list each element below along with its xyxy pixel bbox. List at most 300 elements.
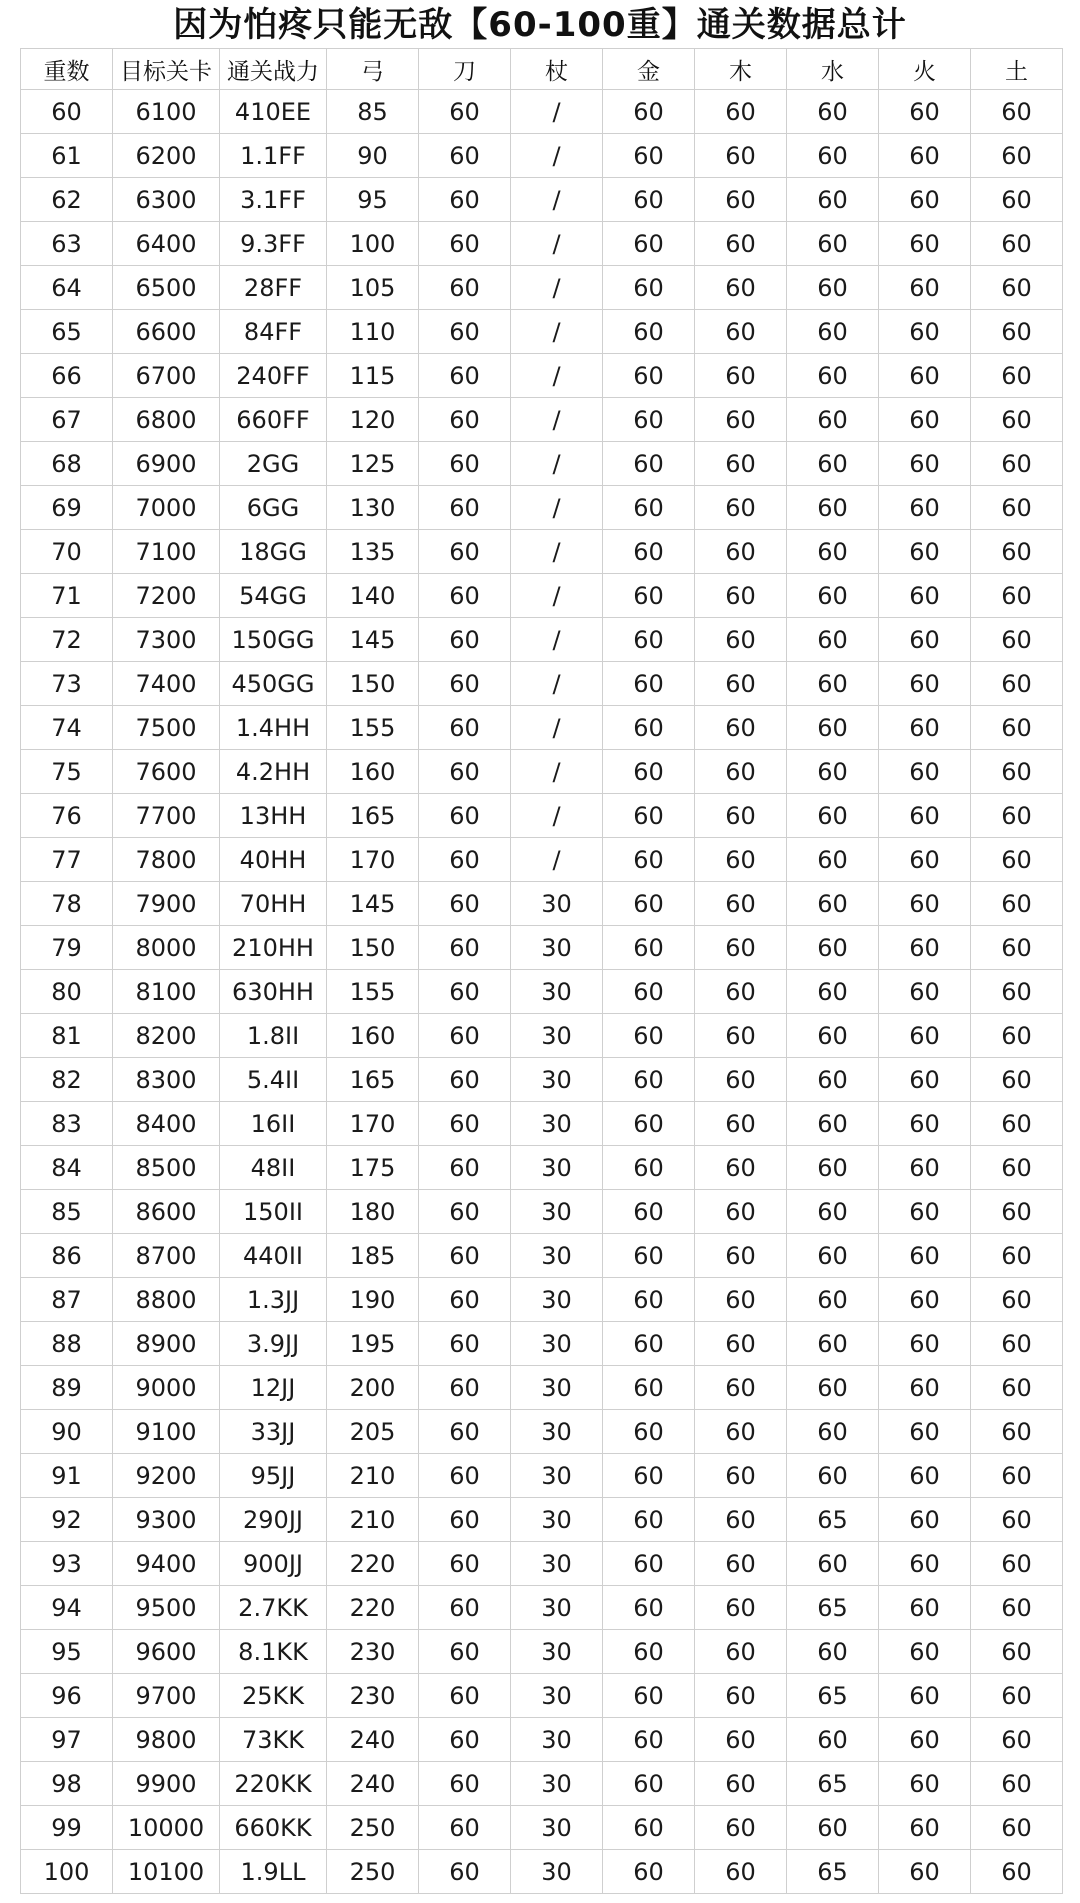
table-cell: 60 <box>879 706 971 750</box>
table-row <box>21 1674 1063 1718</box>
table-cell: 60 <box>695 1850 787 1894</box>
table-cell: 60 <box>603 1586 695 1630</box>
table-cell: 78 <box>21 882 113 926</box>
header-target-stage: 目标关卡 <box>113 49 220 90</box>
table-cell: 60 <box>695 178 787 222</box>
table-cell: 240FF <box>220 354 327 398</box>
table-cell: 60 <box>603 882 695 926</box>
table-cell: 60 <box>419 266 511 310</box>
table-cell: 60 <box>787 838 879 882</box>
header-clear-power: 通关战力 <box>220 49 327 90</box>
table-cell: 7100 <box>113 530 220 574</box>
table-cell: 79 <box>21 926 113 970</box>
table-cell: 30 <box>511 1762 603 1806</box>
table-cell: 60 <box>787 1806 879 1850</box>
table-cell: / <box>511 134 603 178</box>
table-cell: / <box>511 838 603 882</box>
table-cell: 60 <box>419 1014 511 1058</box>
table-cell: 60 <box>787 1454 879 1498</box>
table-cell: 60 <box>603 266 695 310</box>
table-cell: 140 <box>327 574 419 618</box>
table-cell: 9100 <box>113 1410 220 1454</box>
table-cell: 60 <box>971 398 1063 442</box>
table-cell: 220 <box>327 1586 419 1630</box>
table-cell: 60 <box>695 706 787 750</box>
table-cell: 900JJ <box>220 1542 327 1586</box>
table-cell: 170 <box>327 838 419 882</box>
table-cell: 30 <box>511 1322 603 1366</box>
table-cell: 60 <box>603 1146 695 1190</box>
table-cell: 30 <box>511 1718 603 1762</box>
table-cell: 150 <box>327 662 419 706</box>
table-cell: 68 <box>21 442 113 486</box>
table-cell: 60 <box>603 750 695 794</box>
table-cell: 6400 <box>113 222 220 266</box>
table-cell: 96 <box>21 1674 113 1718</box>
table-cell: 60 <box>603 1498 695 1542</box>
table-cell: 60 <box>879 970 971 1014</box>
table-row <box>21 1762 1063 1806</box>
table-cell: 3.9JJ <box>220 1322 327 1366</box>
table-row <box>21 1366 1063 1410</box>
table-cell: 60 <box>971 222 1063 266</box>
table-cell: 60 <box>603 926 695 970</box>
table-cell: 8400 <box>113 1102 220 1146</box>
table-cell: 60 <box>971 1630 1063 1674</box>
table-cell: 60 <box>787 1014 879 1058</box>
table-cell: 60 <box>695 398 787 442</box>
table-cell: 1.4HH <box>220 706 327 750</box>
table-cell: 83 <box>21 1102 113 1146</box>
table-cell: 28FF <box>220 266 327 310</box>
table-cell: 60 <box>603 1410 695 1454</box>
table-row <box>21 354 1063 398</box>
table-cell: / <box>511 90 603 134</box>
table-cell: 60 <box>419 970 511 1014</box>
table-cell: 99 <box>21 1806 113 1850</box>
table-cell: 210HH <box>220 926 327 970</box>
table-cell: 60 <box>971 882 1063 926</box>
table-cell: 155 <box>327 706 419 750</box>
table-cell: / <box>511 354 603 398</box>
table-cell: 60 <box>603 1674 695 1718</box>
table-cell: 60 <box>419 486 511 530</box>
table-cell: / <box>511 574 603 618</box>
header-fire: 火 <box>879 49 971 90</box>
table-cell: 90 <box>327 134 419 178</box>
table-cell: 30 <box>511 1190 603 1234</box>
table-cell: 65 <box>21 310 113 354</box>
table-cell: 60 <box>419 310 511 354</box>
table-cell: 60 <box>419 1630 511 1674</box>
table-cell: 60 <box>971 178 1063 222</box>
table-cell: 1.9LL <box>220 1850 327 1894</box>
table-cell: 5.4II <box>220 1058 327 1102</box>
table-cell: 60 <box>419 1322 511 1366</box>
table-cell: 240 <box>327 1718 419 1762</box>
table-cell: 60 <box>971 1322 1063 1366</box>
table-cell: 33JJ <box>220 1410 327 1454</box>
table-cell: 65 <box>787 1586 879 1630</box>
table-cell: 60 <box>419 442 511 486</box>
table-cell: 60 <box>603 178 695 222</box>
table-cell: 60 <box>971 1058 1063 1102</box>
table-cell: 200 <box>327 1366 419 1410</box>
table-cell: 30 <box>511 1806 603 1850</box>
table-cell: 84 <box>21 1146 113 1190</box>
table-cell: 60 <box>695 574 787 618</box>
table-cell: 84FF <box>220 310 327 354</box>
table-cell: / <box>511 310 603 354</box>
table-cell: 30 <box>511 1278 603 1322</box>
table-cell: 8100 <box>113 970 220 1014</box>
table-cell: 60 <box>971 794 1063 838</box>
table-cell: 60 <box>695 926 787 970</box>
table-cell: 30 <box>511 1410 603 1454</box>
table-row <box>21 1146 1063 1190</box>
table-cell: 8200 <box>113 1014 220 1058</box>
table-cell: 7300 <box>113 618 220 662</box>
table-cell: 60 <box>695 1674 787 1718</box>
table-cell: 115 <box>327 354 419 398</box>
table-cell: 60 <box>603 222 695 266</box>
table-cell: 220 <box>327 1542 419 1586</box>
table-cell: 87 <box>21 1278 113 1322</box>
table-row <box>21 706 1063 750</box>
table-cell: 60 <box>971 1014 1063 1058</box>
table-cell: 18GG <box>220 530 327 574</box>
table-cell: 60 <box>695 618 787 662</box>
table-cell: 60 <box>971 134 1063 178</box>
table-cell: 30 <box>511 1850 603 1894</box>
table-cell: 94 <box>21 1586 113 1630</box>
table-cell: 9400 <box>113 1542 220 1586</box>
table-cell: 6700 <box>113 354 220 398</box>
table-cell: 60 <box>695 1762 787 1806</box>
table-cell: 60 <box>879 1410 971 1454</box>
header-staff: 杖 <box>511 49 603 90</box>
table-cell: 63 <box>21 222 113 266</box>
table-cell: 82 <box>21 1058 113 1102</box>
table-cell: 7200 <box>113 574 220 618</box>
table-cell: / <box>511 794 603 838</box>
table-cell: 8900 <box>113 1322 220 1366</box>
table-cell: 60 <box>695 266 787 310</box>
table-cell: 60 <box>603 1762 695 1806</box>
table-cell: 60 <box>695 354 787 398</box>
table-cell: 60 <box>695 1718 787 1762</box>
table-cell: 60 <box>879 354 971 398</box>
table-cell: 60 <box>879 222 971 266</box>
table-cell: 60 <box>21 90 113 134</box>
table-cell: 60 <box>603 1718 695 1762</box>
table-cell: 9.3FF <box>220 222 327 266</box>
table-cell: 60 <box>695 1234 787 1278</box>
table-row <box>21 1190 1063 1234</box>
table-cell: 450GG <box>220 662 327 706</box>
table-cell: 60 <box>787 1058 879 1102</box>
header-metal: 金 <box>603 49 695 90</box>
table-cell: 8.1KK <box>220 1630 327 1674</box>
table-row <box>21 1806 1063 1850</box>
table-cell: 60 <box>695 662 787 706</box>
table-cell: 60 <box>971 1454 1063 1498</box>
table-cell: 1.3JJ <box>220 1278 327 1322</box>
table-cell: 60 <box>879 1850 971 1894</box>
table-cell: 130 <box>327 486 419 530</box>
table-cell: 60 <box>971 1850 1063 1894</box>
table-cell: 60 <box>787 1190 879 1234</box>
table-cell: 60 <box>971 838 1063 882</box>
table-cell: 60 <box>787 750 879 794</box>
table-cell: 60 <box>971 618 1063 662</box>
table-cell: 60 <box>787 398 879 442</box>
table-cell: 60 <box>419 1542 511 1586</box>
table-cell: 230 <box>327 1674 419 1718</box>
table-cell: 7800 <box>113 838 220 882</box>
table-cell: 77 <box>21 838 113 882</box>
table-cell: 60 <box>879 266 971 310</box>
table-cell: 60 <box>603 1190 695 1234</box>
table-cell: 6900 <box>113 442 220 486</box>
table-cell: 230 <box>327 1630 419 1674</box>
table-cell: 60 <box>695 530 787 574</box>
table-cell: / <box>511 266 603 310</box>
table-cell: 60 <box>879 750 971 794</box>
table-cell: 60 <box>879 1674 971 1718</box>
table-cell: / <box>511 618 603 662</box>
table-header <box>21 49 1063 90</box>
table-cell: 60 <box>603 706 695 750</box>
table-cell: 60 <box>787 926 879 970</box>
table-cell: 60 <box>787 90 879 134</box>
table-cell: 60 <box>419 838 511 882</box>
table-cell: 60 <box>695 1278 787 1322</box>
table-row <box>21 1322 1063 1366</box>
table-cell: 60 <box>603 1322 695 1366</box>
table-cell: / <box>511 662 603 706</box>
table-cell: 9700 <box>113 1674 220 1718</box>
table-cell: 60 <box>419 574 511 618</box>
table-cell: 97 <box>21 1718 113 1762</box>
table-cell: 60 <box>603 442 695 486</box>
table-cell: 30 <box>511 1674 603 1718</box>
table-row <box>21 574 1063 618</box>
table-cell: 105 <box>327 266 419 310</box>
table-cell: 205 <box>327 1410 419 1454</box>
table-cell: 60 <box>787 1278 879 1322</box>
table-cell: 60 <box>419 90 511 134</box>
table-cell: 60 <box>971 750 1063 794</box>
table-cell: 60 <box>971 662 1063 706</box>
table-cell: 60 <box>695 1542 787 1586</box>
table-row <box>21 442 1063 486</box>
table-cell: 80 <box>21 970 113 1014</box>
table-cell: 60 <box>787 134 879 178</box>
table-cell: 9500 <box>113 1586 220 1630</box>
table-cell: 92 <box>21 1498 113 1542</box>
table-cell: 60 <box>787 1102 879 1146</box>
header-earth: 土 <box>971 49 1063 90</box>
table-row <box>21 838 1063 882</box>
table-cell: 60 <box>419 1586 511 1630</box>
table-cell: 9600 <box>113 1630 220 1674</box>
table-cell: 74 <box>21 706 113 750</box>
table-cell: 40HH <box>220 838 327 882</box>
table-cell: 60 <box>603 134 695 178</box>
table-cell: 9800 <box>113 1718 220 1762</box>
table-cell: 60 <box>879 1718 971 1762</box>
table-row <box>21 1102 1063 1146</box>
table-cell: 60 <box>879 90 971 134</box>
table-cell: 60 <box>419 794 511 838</box>
table-cell: 95 <box>327 178 419 222</box>
table-cell: 60 <box>879 1102 971 1146</box>
table-cell: 70HH <box>220 882 327 926</box>
table-cell: 60 <box>879 1278 971 1322</box>
table-cell: 10100 <box>113 1850 220 1894</box>
table-cell: 60 <box>695 1102 787 1146</box>
table-cell: 185 <box>327 1234 419 1278</box>
table-cell: 60 <box>695 90 787 134</box>
table-cell: 660KK <box>220 1806 327 1850</box>
table-cell: 60 <box>603 310 695 354</box>
table-cell: 10000 <box>113 1806 220 1850</box>
table-row <box>21 530 1063 574</box>
table-cell: 60 <box>879 1322 971 1366</box>
table-row <box>21 882 1063 926</box>
table-cell: 69 <box>21 486 113 530</box>
table-cell: 250 <box>327 1850 419 1894</box>
table-cell: 60 <box>787 1234 879 1278</box>
table-cell: 630HH <box>220 970 327 1014</box>
table-cell: 290JJ <box>220 1498 327 1542</box>
table-row <box>21 1542 1063 1586</box>
table-row <box>21 1410 1063 1454</box>
table-cell: 60 <box>879 530 971 574</box>
page-title: 因为怕疼只能无敌【60-100重】通关数据总计 <box>173 5 907 45</box>
table-cell: 60 <box>695 442 787 486</box>
table-cell: 60 <box>603 354 695 398</box>
table-cell: 6GG <box>220 486 327 530</box>
table-cell: 8600 <box>113 1190 220 1234</box>
table-cell: 60 <box>419 1454 511 1498</box>
table-cell: 60 <box>419 222 511 266</box>
table-cell: 250 <box>327 1806 419 1850</box>
table-cell: / <box>511 398 603 442</box>
table-cell: 8500 <box>113 1146 220 1190</box>
table-cell: 60 <box>603 486 695 530</box>
table-cell: 65 <box>787 1674 879 1718</box>
table-cell: 60 <box>603 794 695 838</box>
table-cell: 73KK <box>220 1718 327 1762</box>
table-cell: 2.7KK <box>220 1586 327 1630</box>
table-cell: 60 <box>419 1190 511 1234</box>
table-cell: 60 <box>603 618 695 662</box>
table-row <box>21 178 1063 222</box>
table-cell: 9000 <box>113 1366 220 1410</box>
table-cell: 60 <box>971 1762 1063 1806</box>
header-row <box>21 49 1063 90</box>
table-cell: 60 <box>787 794 879 838</box>
table-cell: 110 <box>327 310 419 354</box>
table-cell: 60 <box>695 750 787 794</box>
table-row <box>21 1278 1063 1322</box>
table-cell: 60 <box>603 90 695 134</box>
table-row <box>21 1498 1063 1542</box>
table-cell: 30 <box>511 1630 603 1674</box>
table-cell: 16II <box>220 1102 327 1146</box>
table-body <box>21 90 1063 1894</box>
table-cell: 60 <box>971 1102 1063 1146</box>
table-cell: 30 <box>511 1014 603 1058</box>
table-cell: 60 <box>879 794 971 838</box>
table-cell: 220KK <box>220 1762 327 1806</box>
table-cell: 60 <box>695 1058 787 1102</box>
table-cell: 60 <box>971 926 1063 970</box>
table-cell: 60 <box>879 134 971 178</box>
table-cell: 60 <box>787 662 879 706</box>
table-cell: 66 <box>21 354 113 398</box>
table-cell: 60 <box>787 1146 879 1190</box>
table-cell: 60 <box>419 926 511 970</box>
table-cell: 60 <box>787 178 879 222</box>
table-cell: 125 <box>327 442 419 486</box>
table-cell: 60 <box>971 1806 1063 1850</box>
table-cell: 60 <box>603 1850 695 1894</box>
table-cell: 65 <box>787 1762 879 1806</box>
table-row <box>21 134 1063 178</box>
header-level: 重数 <box>21 49 113 90</box>
table-cell: 1.8II <box>220 1014 327 1058</box>
table-cell: 8800 <box>113 1278 220 1322</box>
table-cell: 410EE <box>220 90 327 134</box>
table-cell: 85 <box>21 1190 113 1234</box>
header-wood: 木 <box>695 49 787 90</box>
table-cell: 8300 <box>113 1058 220 1102</box>
table-cell: 30 <box>511 1234 603 1278</box>
table-row <box>21 1850 1063 1894</box>
table-cell: 48II <box>220 1146 327 1190</box>
table-row <box>21 1014 1063 1058</box>
table-cell: 60 <box>787 486 879 530</box>
table-cell: 60 <box>603 662 695 706</box>
header-bow: 弓 <box>327 49 419 90</box>
table-cell: 30 <box>511 1542 603 1586</box>
table-cell: 60 <box>971 486 1063 530</box>
table-cell: 660FF <box>220 398 327 442</box>
table-cell: / <box>511 222 603 266</box>
table-cell: 175 <box>327 1146 419 1190</box>
table-row <box>21 1718 1063 1762</box>
table-cell: 60 <box>879 882 971 926</box>
table-cell: 60 <box>787 970 879 1014</box>
table-cell: 71 <box>21 574 113 618</box>
table-row <box>21 1630 1063 1674</box>
table-cell: 7700 <box>113 794 220 838</box>
table-cell: 81 <box>21 1014 113 1058</box>
table-cell: 8700 <box>113 1234 220 1278</box>
table-cell: 91 <box>21 1454 113 1498</box>
table-row <box>21 486 1063 530</box>
table-cell: 60 <box>695 1014 787 1058</box>
table-cell: 60 <box>695 1146 787 1190</box>
table-cell: 60 <box>879 1630 971 1674</box>
table-cell: 60 <box>971 1674 1063 1718</box>
table-cell: 60 <box>419 662 511 706</box>
table-cell: 60 <box>695 134 787 178</box>
table-cell: 165 <box>327 794 419 838</box>
